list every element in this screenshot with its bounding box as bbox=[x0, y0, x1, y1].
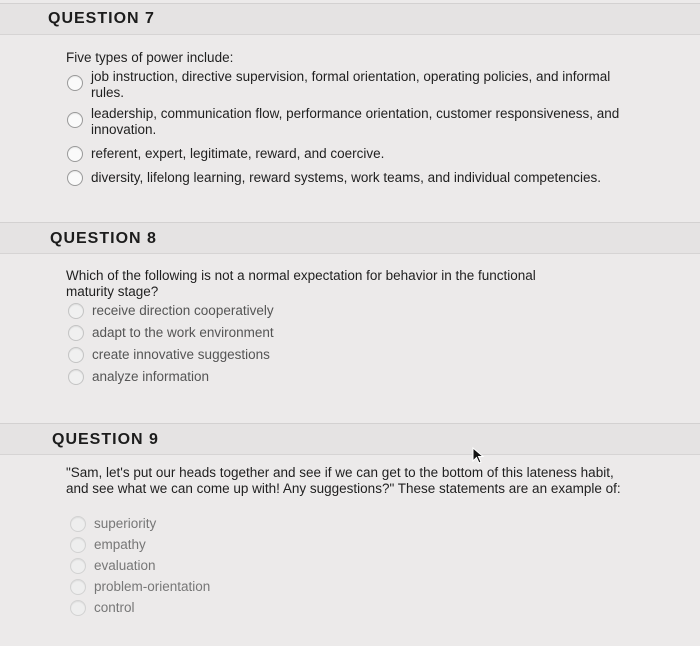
q9-option-a[interactable] bbox=[70, 516, 156, 532]
q8-option-c[interactable] bbox=[68, 347, 270, 363]
question-7-title: QUESTION 7 bbox=[48, 10, 155, 27]
option-label: receive direction cooperatively bbox=[92, 303, 274, 318]
option-label: empathy bbox=[94, 537, 146, 552]
radio-button[interactable] bbox=[68, 325, 84, 341]
radio-button[interactable] bbox=[67, 146, 83, 162]
q7-option-a[interactable] bbox=[67, 69, 647, 101]
q7-option-c[interactable] bbox=[67, 146, 667, 162]
radio-button[interactable] bbox=[68, 369, 84, 385]
option-label: problem-orientation bbox=[94, 579, 211, 594]
q8-option-b[interactable] bbox=[68, 325, 274, 341]
radio-button[interactable] bbox=[68, 347, 84, 363]
q9-option-d[interactable] bbox=[70, 579, 210, 595]
q7-option-b[interactable] bbox=[67, 106, 657, 138]
q8-option-d[interactable] bbox=[68, 369, 209, 385]
question-8-title: QUESTION 8 bbox=[50, 230, 157, 247]
option-label: referent, expert, legitimate, reward, and coercive. bbox=[91, 146, 385, 161]
option-label: superiority bbox=[94, 516, 157, 531]
question-8-prompt: Which of the following is not a normal expectation for behavior in the functional maturity stage? bbox=[66, 268, 536, 299]
radio-button[interactable] bbox=[70, 600, 86, 616]
question-9-prompt: "Sam, let's put our heads together and see if we can get to the bottom of this lateness habit, and see what we can come up with! Any suggestions?" These statements are an example of: bbox=[66, 465, 621, 496]
radio-button[interactable] bbox=[70, 537, 86, 553]
radio-button[interactable] bbox=[68, 303, 84, 319]
option-label: control bbox=[94, 600, 135, 615]
q8-option-a[interactable] bbox=[68, 303, 274, 319]
option-label: analyze information bbox=[92, 369, 210, 384]
option-label: diversity, lifelong learning, reward systems, work teams, and individual competencies. bbox=[91, 170, 601, 185]
option-label: adapt to the work environment bbox=[92, 325, 274, 340]
q9-option-b[interactable] bbox=[70, 537, 146, 553]
radio-button[interactable] bbox=[70, 579, 86, 595]
option-label: leadership, communication flow, performance orientation, customer responsiveness, and innovation. bbox=[91, 106, 620, 137]
radio-button[interactable] bbox=[70, 558, 86, 574]
q7-option-d[interactable] bbox=[67, 170, 687, 186]
radio-button[interactable] bbox=[67, 75, 83, 91]
option-label: create innovative suggestions bbox=[92, 347, 270, 362]
radio-button[interactable] bbox=[67, 112, 83, 128]
q9-option-e[interactable] bbox=[70, 600, 135, 616]
radio-button[interactable] bbox=[67, 170, 83, 186]
q9-option-c[interactable] bbox=[70, 558, 156, 574]
question-9-title: QUESTION 9 bbox=[52, 431, 159, 448]
mouse-cursor-icon bbox=[472, 447, 486, 465]
option-label: evaluation bbox=[94, 558, 156, 573]
question-7-prompt: Five types of power include: bbox=[66, 50, 234, 65]
option-label: job instruction, directive supervision, formal orientation, operating policies, and informal rules. bbox=[91, 69, 611, 100]
radio-button[interactable] bbox=[70, 516, 86, 532]
